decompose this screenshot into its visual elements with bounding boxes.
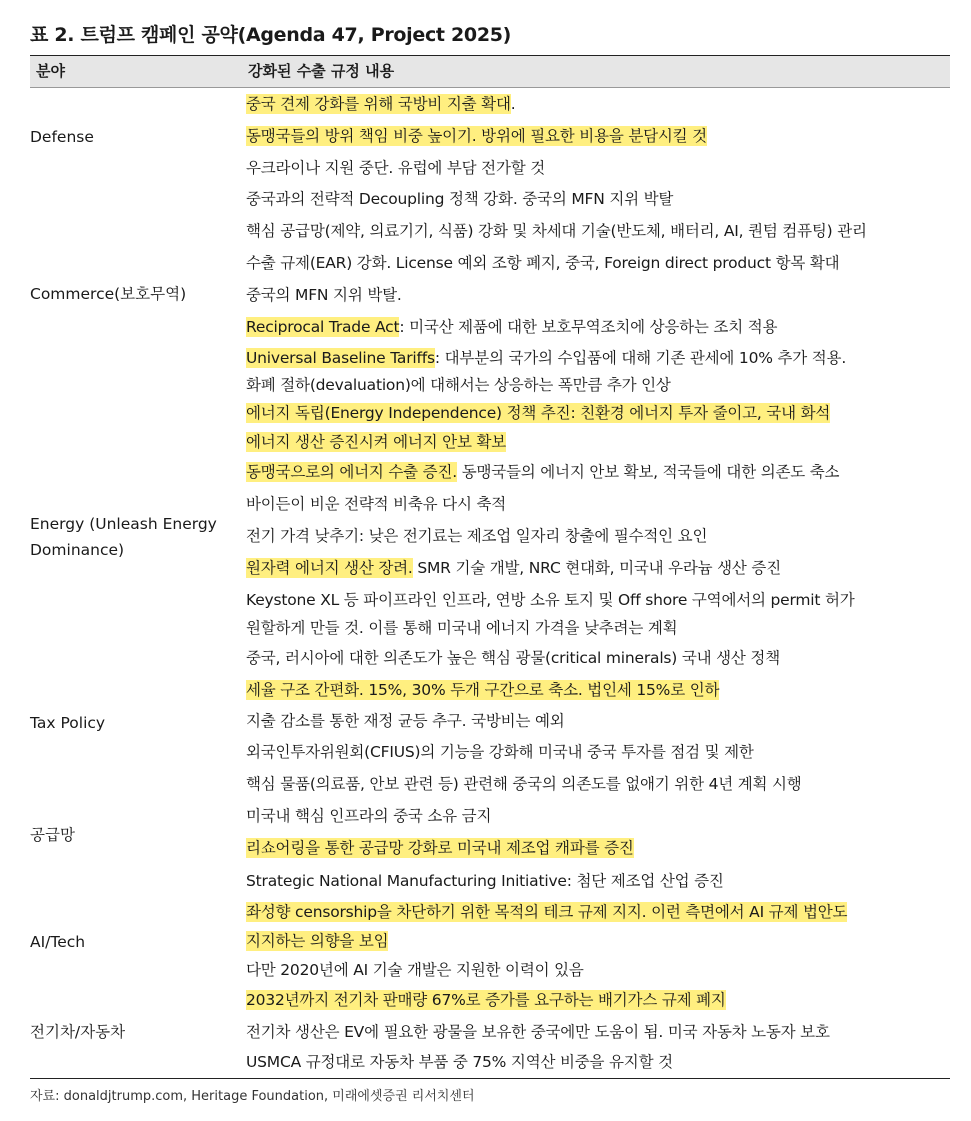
row-text: 동맹국들의 에너지 안보 확보, 적국들에 대한 의존도 축소 — [456, 463, 840, 481]
content-row — [246, 590, 855, 610]
content-row — [246, 253, 839, 273]
row-text: : 대부분의 국가의 수입품에 대해 기존 관세에 10% 추가 적용. — [434, 349, 847, 367]
row-text: 수출 규제(EAR) 강화. License 예외 조항 폐지, 중국, Foreign direct product 항목 확대 — [246, 254, 840, 272]
content-row — [246, 1052, 673, 1072]
content-row — [246, 189, 673, 209]
row-text: 중국과의 전략적 Decoupling 정책 강화. 중국의 MFN 지위 박탈 — [246, 190, 674, 208]
content-row — [246, 931, 388, 951]
header-rule — [30, 87, 950, 88]
category-tax: Tax Policy — [30, 714, 106, 732]
category-commerce: Commerce(보호무역) — [30, 285, 187, 303]
content-row — [246, 618, 677, 638]
content-row — [246, 94, 515, 114]
row-text: : 미국산 제품에 대한 보호무역조치에 상응하는 조치 적용 — [399, 318, 778, 336]
content-row — [246, 403, 830, 423]
row-text: 지출 감소를 통한 재정 균등 추구. 국방비는 예외 — [246, 712, 565, 730]
content-row — [246, 774, 802, 794]
content-row — [246, 1022, 830, 1042]
content-row — [246, 317, 777, 337]
table-title: 표 2. 트럼프 캠페인 공약(Agenda 47, Project 2025) — [30, 24, 512, 46]
content-row — [246, 902, 847, 922]
category-energy-line2: Dominance) — [30, 541, 125, 559]
highlighted-text: 리쇼어링을 통한 공급망 강화로 미국내 제조업 캐파를 증진 — [246, 839, 634, 857]
row-text: 바이든이 비운 전략적 비축유 다시 축적 — [246, 495, 507, 513]
content-row — [246, 806, 491, 826]
row-text: 다만 2020년에 AI 기술 개발은 지원한 이력이 있음 — [246, 961, 584, 979]
highlighted-text: 지지하는 의향을 보임 — [246, 932, 389, 950]
highlighted-text: 동맹국으로의 에너지 수출 증진. — [246, 463, 457, 481]
content-row — [246, 990, 726, 1010]
category-ev-auto: 전기차/자동차 — [30, 1023, 126, 1041]
source-note: 자료: donaldjtrump.com, Heritage Foundation, 미래에셋증권 리서치센터 — [30, 1089, 475, 1104]
content-row — [246, 375, 671, 395]
highlighted-text: 좌성향 censorship을 차단하기 위한 목적의 테크 규제 지지. 이런 측면에서 AI 규제 법안도 — [246, 903, 848, 921]
category-defense: Defense — [30, 128, 94, 146]
content-row — [246, 494, 506, 514]
row-text: 전기 가격 낮추기: 낮은 전기료는 제조업 일자리 창출에 필수적인 요인 — [246, 527, 708, 545]
content-row — [246, 158, 545, 178]
row-text: 외국인투자위원회(CFIUS)의 기능을 강화해 미국내 중국 투자를 점검 및 제한 — [246, 743, 754, 761]
highlighted-text: 동맹국들의 방위 책임 비중 높이기. 방위에 필요한 비용을 분담시킬 것 — [246, 127, 707, 145]
highlighted-text: 원자력 에너지 생산 장려. — [246, 559, 413, 577]
content-row — [246, 838, 634, 858]
row-text: 미국내 핵심 인프라의 중국 소유 금지 — [246, 807, 492, 825]
content-row — [246, 432, 506, 452]
content-row — [246, 348, 846, 368]
row-text: Strategic National Manufacturing Initiative: 첨단 제조업 산업 증진 — [246, 872, 724, 890]
content-row — [246, 221, 867, 241]
content-row — [246, 558, 781, 578]
content-row — [246, 126, 707, 146]
header-col-category: 분야 — [36, 62, 65, 80]
row-text: 핵심 공급망(제약, 의료기기, 식품) 강화 및 차세대 기술(반도체, 배터리, AI, 퀀텀 컴퓨팅) 관리 — [246, 222, 867, 240]
highlighted-text: 에너지 생산 증진시켜 에너지 안보 확보 — [246, 433, 507, 451]
highlighted-text: 에너지 독립(Energy Independence) 정책 추진: 친환경 에너지 투자 줄이고, 국내 화석 — [246, 404, 831, 422]
row-text: SMR 기술 개발, NRC 현대화, 미국내 우라늄 생산 증진 — [412, 559, 781, 577]
content-row — [246, 526, 707, 546]
row-text: 우크라이나 지원 중단. 유럽에 부담 전가할 것 — [246, 159, 546, 177]
highlighted-text: Reciprocal Trade Act — [246, 318, 400, 336]
row-text: 중국, 러시아에 대한 의존도가 높은 핵심 광물(critical minerals) 국내 생산 정책 — [246, 649, 780, 667]
content-row — [246, 680, 719, 700]
content-row — [246, 462, 839, 482]
content-row — [246, 871, 724, 891]
row-text: . — [510, 95, 516, 113]
row-text: USMCA 규정대로 자동차 부품 중 75% 지역산 비중을 유지할 것 — [246, 1053, 673, 1071]
highlighted-text: 2032년까지 전기차 판매량 67%로 증가를 요구하는 배기가스 규제 폐지 — [246, 991, 726, 1009]
content-row — [246, 711, 565, 731]
bottom-rule — [30, 1078, 950, 1079]
content-row — [246, 742, 754, 762]
category-energy-line1: Energy (Unleash Energy — [30, 515, 217, 533]
content-row — [246, 285, 402, 305]
highlighted-text: 중국 견제 강화를 위해 국방비 지출 확대 — [246, 95, 511, 113]
header-col-content: 강화된 수출 규정 내용 — [248, 62, 395, 80]
table-header — [30, 56, 950, 87]
category-ai-tech: AI/Tech — [30, 933, 86, 951]
highlighted-text: 세율 구조 간편화. 15%, 30% 두개 구간으로 축소. 법인세 15%로 인하 — [246, 681, 720, 699]
row-text: 화폐 절하(devaluation)에 대해서는 상응하는 폭만큼 추가 인상 — [246, 376, 671, 394]
row-text: Keystone XL 등 파이프라인 인프라, 연방 소유 토지 및 Off shore 구역에서의 permit 허가 — [246, 591, 855, 609]
row-text: 전기차 생산은 EV에 필요한 광물을 보유한 중국에만 도움이 됨. 미국 자동차 노동자 보호 — [246, 1023, 830, 1041]
row-text: 중국의 MFN 지위 박탈. — [246, 286, 402, 304]
content-row — [246, 960, 584, 980]
content-row — [246, 648, 780, 668]
row-text: 핵심 물품(의료품, 안보 관련 등) 관련해 중국의 의존도를 없애기 위한 4년 계획 시행 — [246, 775, 802, 793]
highlighted-text: Universal Baseline Tariffs — [246, 349, 435, 367]
category-supply-chain: 공급망 — [30, 826, 75, 844]
row-text: 원할하게 만들 것. 이를 통해 미국내 에너지 가격을 낮추려는 계획 — [246, 619, 678, 637]
